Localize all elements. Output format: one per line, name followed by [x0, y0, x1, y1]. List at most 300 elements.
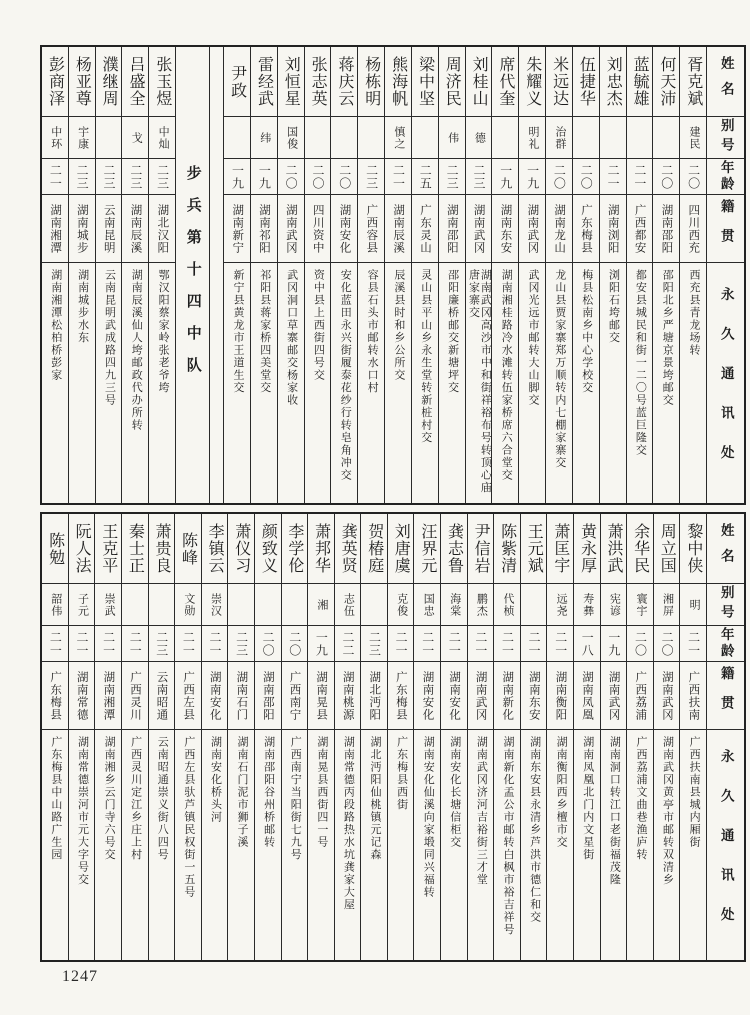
person-name: 梁中坚	[412, 47, 438, 117]
person-age: 二三	[358, 159, 384, 195]
person-alias: 德	[466, 117, 492, 159]
person-origin: 广西灵川	[122, 662, 148, 730]
person-origin: 湖南衡阳	[547, 662, 573, 730]
person-address: 湖南晃县西街四一号	[315, 736, 328, 849]
person-column	[361, 514, 388, 960]
page-number: 1247	[62, 968, 98, 985]
person-column	[95, 514, 122, 960]
person-age: 二五	[412, 159, 438, 195]
person-origin: 湖南辰溪	[122, 195, 148, 263]
person-alias	[122, 584, 148, 626]
person-alias	[96, 117, 122, 159]
person-name: 龚英贤	[335, 514, 361, 584]
person-age: 二一	[175, 626, 201, 662]
person-age: 二一	[441, 626, 467, 662]
person-alias: 崇汉	[202, 584, 228, 626]
person-alias	[627, 117, 653, 159]
person-name: 刘桂山	[466, 47, 492, 117]
person-origin: 广西荔浦	[627, 662, 653, 730]
person-address: 祁阳县蒋家桥四美堂交	[258, 269, 271, 394]
person-address: 西充县青龙场转	[688, 269, 701, 357]
person-column	[331, 47, 358, 503]
person-name: 萧仪习	[228, 514, 254, 584]
person-alias: 子元	[69, 584, 95, 626]
person-name: 刘唐虞	[388, 514, 414, 584]
person-age: 二三	[96, 159, 122, 195]
person-origin: 湖南东安	[521, 662, 547, 730]
person-origin: 湖南邵阳	[255, 662, 281, 730]
person-origin: 云南昭通	[149, 662, 175, 730]
person-column	[653, 47, 680, 503]
person-address: 湖南安化仙溪向家塅同兴福转	[422, 736, 435, 899]
person-origin: 湖南武冈	[466, 195, 492, 263]
roster-table-top	[40, 45, 746, 505]
person-alias	[331, 117, 357, 159]
person-origin: 广东梅县	[42, 662, 68, 730]
person-name: 余华民	[627, 514, 653, 584]
person-age: 二一	[547, 626, 573, 662]
person-address: 邵阳廉桥邮交新塘坪交	[446, 269, 459, 394]
person-column	[680, 514, 707, 960]
person-name: 何天沛	[653, 47, 679, 117]
person-age: 二〇	[278, 159, 304, 195]
person-alias: 克俊	[388, 584, 414, 626]
person-column	[228, 514, 255, 960]
person-origin: 四川资中	[305, 195, 331, 263]
person-origin: 湖北汉阳	[149, 195, 175, 263]
person-age: 二〇	[255, 626, 281, 662]
person-name: 龚志鲁	[441, 514, 467, 584]
person-age: 二一	[95, 626, 121, 662]
person-origin: 广西扶南	[680, 662, 706, 730]
person-age: 二一	[521, 626, 547, 662]
person-alias	[573, 117, 599, 159]
person-address: 灵山县平山乡永生堂转新桩村交	[419, 269, 432, 444]
person-age: 二一	[600, 159, 626, 195]
header-alias: 别号	[707, 584, 744, 626]
person-name: 吕盛全	[122, 47, 148, 117]
person-age: 二〇	[305, 159, 331, 195]
person-column	[149, 47, 176, 503]
person-column	[547, 514, 574, 960]
person-column	[546, 47, 573, 503]
person-origin: 湖南新化	[494, 662, 520, 730]
person-origin: 湖南桃源	[335, 662, 361, 730]
person-name: 王元斌	[521, 514, 547, 584]
person-alias: 鹏杰	[468, 584, 494, 626]
person-address: 广西左县驮芦镇民权街一五号	[182, 736, 195, 899]
person-address: 资中县上西街四号交	[312, 269, 325, 382]
header-age: 年龄	[707, 159, 744, 195]
person-origin: 广东梅县	[388, 662, 414, 730]
person-name: 尹信岩	[468, 514, 494, 584]
person-age: 二一	[468, 626, 494, 662]
person-column	[96, 47, 123, 503]
person-address: 湖南石门泥市狮子溪	[236, 736, 249, 849]
person-address: 邵阳北乡严塘京景垮邮交	[661, 269, 674, 407]
person-name: 杨栋明	[358, 47, 384, 117]
person-name: 汪界元	[414, 514, 440, 584]
unit-label-column	[176, 47, 210, 503]
person-column	[358, 47, 385, 503]
person-address: 湖南武冈黄亭市邮转双清乡	[661, 736, 674, 886]
person-address: 湖北沔阳仙桃镇元记森	[369, 736, 382, 861]
person-column	[414, 514, 441, 960]
person-column	[122, 47, 149, 503]
person-age: 一九	[519, 159, 545, 195]
person-age: 二一	[385, 159, 411, 195]
person-column	[601, 514, 628, 960]
person-age: 二一	[680, 626, 706, 662]
person-address: 湖南凤凰北门内文星街	[581, 736, 594, 861]
person-address: 湖南武冈济河吉裕街三才堂	[475, 736, 488, 886]
spacer-column	[210, 47, 224, 503]
person-name: 萧洪武	[601, 514, 627, 584]
person-origin: 湖北沔阳	[361, 662, 387, 730]
person-column	[627, 47, 654, 503]
person-name: 萧贵良	[149, 514, 175, 584]
person-origin: 广东梅县	[573, 195, 599, 263]
person-column	[468, 514, 495, 960]
person-name: 张玉煜	[149, 47, 175, 117]
person-column	[255, 514, 282, 960]
person-age: 二三	[149, 159, 175, 195]
person-address: 湖南湘桂路冷水滩转伍家桥席六合堂交	[500, 269, 513, 482]
person-name: 黄永厚	[574, 514, 600, 584]
header-alias: 别号	[707, 117, 744, 159]
person-origin: 湖南武冈	[468, 662, 494, 730]
person-address: 湖南湘潭松柏桥彭家	[49, 269, 62, 382]
person-column	[600, 47, 627, 503]
person-alias: 戈	[122, 117, 148, 159]
person-age: 二一	[494, 626, 520, 662]
person-origin: 湖南武冈	[519, 195, 545, 263]
person-age: 二三	[149, 626, 175, 662]
person-age: 二一	[122, 626, 148, 662]
person-origin: 湖南城步	[69, 195, 95, 263]
person-address: 浏阳石垮邮交	[607, 269, 620, 344]
person-origin: 湖南武冈	[654, 662, 680, 730]
person-column	[439, 47, 466, 503]
person-origin: 四川西充	[680, 195, 706, 263]
person-origin: 湖南安化	[441, 662, 467, 730]
person-column	[278, 47, 305, 503]
person-name: 萧邦华	[308, 514, 334, 584]
person-origin: 湖南石门	[228, 662, 254, 730]
header-address: 永久通讯处	[718, 749, 734, 947]
person-address: 湖南邵阳谷州桥邮转	[262, 736, 275, 849]
person-name: 熊海帆	[385, 47, 411, 117]
person-origin: 湖南湘潭	[42, 195, 68, 263]
person-address: 广东梅县西街	[395, 736, 408, 811]
person-age: 二一	[42, 626, 68, 662]
person-age: 二三	[122, 159, 148, 195]
person-name: 颜致义	[255, 514, 281, 584]
person-age: 二一	[69, 626, 95, 662]
person-address: 武冈洞口草寨邮交杨家收	[285, 269, 298, 407]
person-alias	[653, 117, 679, 159]
person-column	[308, 514, 335, 960]
person-alias	[228, 584, 254, 626]
person-column	[224, 47, 251, 503]
person-age: 二〇	[331, 159, 357, 195]
person-origin: 广东灵山	[412, 195, 438, 263]
person-alias: 建民	[680, 117, 706, 159]
person-age: 一九	[492, 159, 518, 195]
person-alias	[224, 117, 250, 159]
person-name: 蒋庆云	[331, 47, 357, 117]
person-name: 贺椿庭	[361, 514, 387, 584]
person-alias: 明礼	[519, 117, 545, 159]
person-age: 二一	[388, 626, 414, 662]
person-column	[202, 514, 229, 960]
person-age: 二三	[228, 626, 254, 662]
person-alias: 志伍	[335, 584, 361, 626]
header-name: 姓名	[707, 514, 744, 584]
person-age: 一九	[601, 626, 627, 662]
person-origin: 湖南邵阳	[439, 195, 465, 263]
header-address: 永久通讯处	[718, 287, 734, 485]
header-origin: 籍贯	[707, 662, 744, 730]
person-name: 蓝毓雄	[627, 47, 653, 117]
person-address: 湖南辰溪仙人垮邮政代办所转	[130, 269, 143, 432]
person-name: 萧匡宇	[547, 514, 573, 584]
person-address: 新宁县黄龙市王道生交	[231, 269, 244, 394]
person-address: 武冈光远市邮转大山脚交	[527, 269, 540, 407]
person-column	[335, 514, 362, 960]
person-age: 一八	[574, 626, 600, 662]
person-origin: 湖南安化	[414, 662, 440, 730]
person-alias: 湘屏	[654, 584, 680, 626]
person-origin: 湖南新宁	[224, 195, 250, 263]
header-age: 年龄	[707, 626, 744, 662]
person-alias	[149, 584, 175, 626]
person-origin: 湖南浏阳	[600, 195, 626, 263]
person-origin: 湖南常德	[69, 662, 95, 730]
person-name: 王克平	[95, 514, 121, 584]
header-column	[707, 47, 744, 503]
person-address: 广西南宁当阳街七九号	[289, 736, 302, 861]
person-column	[42, 47, 69, 503]
person-column	[494, 514, 521, 960]
person-age: 二〇	[653, 159, 679, 195]
person-age: 二一	[202, 626, 228, 662]
person-address: 云南昭通崇义街八四号	[156, 736, 169, 861]
person-origin: 湖南武冈	[278, 195, 304, 263]
person-name: 彭商泽	[42, 47, 68, 117]
header-origin: 籍贯	[707, 195, 744, 263]
person-name: 胥克斌	[680, 47, 706, 117]
person-origin: 广西都安	[627, 195, 653, 263]
person-column	[282, 514, 309, 960]
person-address: 梅县松南乡中心学校交	[580, 269, 593, 394]
person-column	[441, 514, 468, 960]
person-age: 二三	[466, 159, 492, 195]
person-alias	[255, 584, 281, 626]
person-column	[654, 514, 681, 960]
person-column	[573, 47, 600, 503]
person-name: 陈勉	[42, 514, 68, 584]
person-origin: 湖南武冈	[601, 662, 627, 730]
person-alias: 海棠	[441, 584, 467, 626]
person-column	[412, 47, 439, 503]
person-alias: 慎之	[385, 117, 411, 159]
person-origin: 湖南晃县	[308, 662, 334, 730]
person-column	[385, 47, 412, 503]
person-name: 张志英	[305, 47, 331, 117]
person-address: 辰溪县时和乡公所交	[392, 269, 405, 382]
person-alias	[492, 117, 518, 159]
person-alias	[358, 117, 384, 159]
person-name: 李学伦	[282, 514, 308, 584]
person-alias	[600, 117, 626, 159]
person-address: 容县石头市邮转水口村	[366, 269, 379, 394]
person-name: 周济民	[439, 47, 465, 117]
person-address: 广西扶南县城内厢街	[688, 736, 701, 849]
person-column	[122, 514, 149, 960]
person-column	[492, 47, 519, 503]
person-alias	[282, 584, 308, 626]
person-alias: 韶伟	[42, 584, 68, 626]
person-alias	[412, 117, 438, 159]
person-name: 杨亚尊	[69, 47, 95, 117]
person-name: 雷经武	[251, 47, 277, 117]
person-address: 湖南洞口转江口老街福茂隆	[608, 736, 621, 886]
person-alias: 宇康	[69, 117, 95, 159]
person-column	[519, 47, 546, 503]
person-address: 湖南衡阳西乡檀市交	[555, 736, 568, 849]
person-address: 湖南常德丙段路热水坑龚家大屋	[342, 736, 355, 911]
person-column	[680, 47, 707, 503]
person-alias: 远尧	[547, 584, 573, 626]
person-alias	[305, 117, 331, 159]
person-address: 都安县城民和街一二〇号蓝巨隆交	[634, 269, 647, 457]
person-column	[42, 514, 69, 960]
person-address: 湖南常德崇河市元大字号交	[76, 736, 89, 886]
person-address: 湖南武冈高沙市中和街祥裕布号转顶心庙唐家寨交	[467, 269, 492, 494]
person-name: 黎中侠	[680, 514, 706, 584]
person-column	[305, 47, 332, 503]
person-alias	[361, 584, 387, 626]
person-origin: 湖南邵阳	[653, 195, 679, 263]
person-address: 广西灵川定江乡庄上村	[129, 736, 142, 861]
person-alias: 伟	[439, 117, 465, 159]
person-column	[69, 47, 96, 503]
person-alias: 国忠	[414, 584, 440, 626]
person-alias: 纬	[251, 117, 277, 159]
person-age: 二二	[335, 626, 361, 662]
person-name: 朱耀义	[519, 47, 545, 117]
person-address: 湖南东安县永清乡芦洪市德仁和交	[528, 736, 541, 924]
person-alias: 国俊	[278, 117, 304, 159]
person-address: 湖南新化孟公市邮转白枫市裕吉祥号	[501, 736, 514, 936]
person-origin: 湖南凤凰	[574, 662, 600, 730]
person-age: 一九	[224, 159, 250, 195]
person-name: 伍捷华	[573, 47, 599, 117]
person-name: 周立国	[654, 514, 680, 584]
person-name: 刘恒星	[278, 47, 304, 117]
unit-label: 步兵第十四中队	[184, 165, 201, 389]
person-alias: 治群	[546, 117, 572, 159]
person-column	[574, 514, 601, 960]
person-origin: 湖南辰溪	[385, 195, 411, 263]
person-alias: 中灿	[149, 117, 175, 159]
person-address: 湖南安化长塘信柜交	[448, 736, 461, 849]
person-alias: 明	[680, 584, 706, 626]
person-alias: 崇武	[95, 584, 121, 626]
person-alias	[521, 584, 547, 626]
person-age: 二三	[69, 159, 95, 195]
person-alias: 寿彝	[574, 584, 600, 626]
person-name: 濮继周	[96, 47, 122, 117]
person-origin: 湖南东安	[492, 195, 518, 263]
person-name: 席代奎	[492, 47, 518, 117]
person-origin: 广西南宁	[282, 662, 308, 730]
person-origin: 湖南祁阳	[251, 195, 277, 263]
person-column	[521, 514, 548, 960]
person-name: 陈峰	[175, 514, 201, 584]
person-origin: 广西容县	[358, 195, 384, 263]
person-column	[388, 514, 415, 960]
person-alias: 湘	[308, 584, 334, 626]
person-address: 龙山县贾家寨郑万顺转内七棚家寨交	[553, 269, 566, 469]
person-age: 二〇	[282, 626, 308, 662]
person-address: 鄂汉阳蔡家岭张老爷垮	[157, 269, 170, 394]
person-alias: 代桢	[494, 584, 520, 626]
person-address: 湖南湘乡云门寺六号交	[103, 736, 116, 861]
person-address: 云南昆明武成路四九三号	[103, 269, 116, 407]
person-name: 刘忠杰	[600, 47, 626, 117]
person-age: 二〇	[654, 626, 680, 662]
person-name: 米远达	[546, 47, 572, 117]
person-name: 秦士正	[122, 514, 148, 584]
person-alias: 中环	[42, 117, 68, 159]
person-column	[175, 514, 202, 960]
person-address: 广东梅县中山路广生园	[49, 736, 62, 861]
header-name: 姓名	[707, 47, 744, 117]
person-origin: 湖南安化	[331, 195, 357, 263]
person-age: 二三	[439, 159, 465, 195]
person-age: 二三	[361, 626, 387, 662]
person-age: 二〇	[546, 159, 572, 195]
person-alias: 寰宇	[627, 584, 653, 626]
person-address: 湖南城步水东	[76, 269, 89, 344]
person-age: 二〇	[573, 159, 599, 195]
roster-table-bottom	[40, 512, 746, 962]
person-alias: 文勋	[175, 584, 201, 626]
person-age: 二〇	[680, 159, 706, 195]
header-column	[707, 514, 744, 960]
person-origin: 广西左县	[175, 662, 201, 730]
person-origin: 湖南湘潭	[95, 662, 121, 730]
person-column	[251, 47, 278, 503]
person-age: 二〇	[627, 626, 653, 662]
person-name: 阮人法	[69, 514, 95, 584]
person-age: 一九	[308, 626, 334, 662]
person-age: 二一	[414, 626, 440, 662]
person-column	[627, 514, 654, 960]
person-address: 安化蓝田永兴街履泰花纱行转皂角冲交	[339, 269, 352, 482]
person-column	[466, 47, 493, 503]
person-address: 广西荔浦文曲巷渔庐转	[634, 736, 647, 861]
person-age: 二一	[42, 159, 68, 195]
person-column	[149, 514, 176, 960]
person-alias: 宪谚	[601, 584, 627, 626]
person-name: 陈紫清	[494, 514, 520, 584]
person-age: 二一	[627, 159, 653, 195]
person-name: 李镇云	[202, 514, 228, 584]
person-origin: 湖南龙山	[546, 195, 572, 263]
